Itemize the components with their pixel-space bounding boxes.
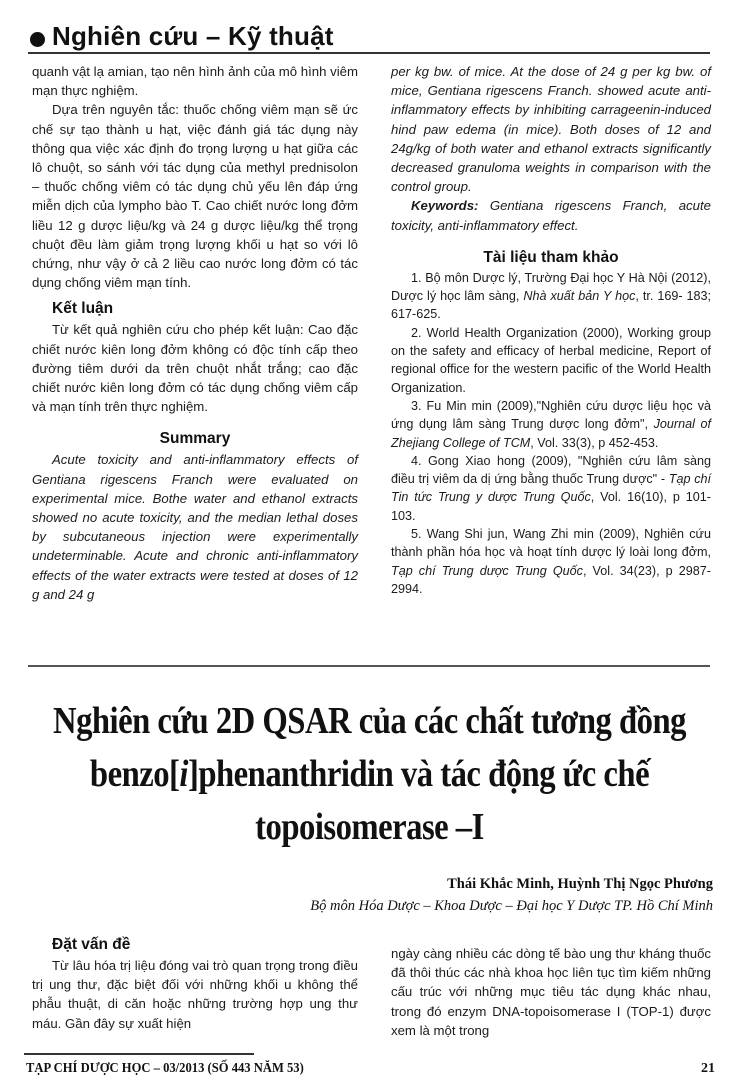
reference-item (391, 397, 711, 452)
keywords-label: Keywords: (411, 198, 479, 214)
reference-text: 3. Fu Min min (2009),"Nghiên cứu dược liệu học và ứng dụng lâm sàng Trung dược long đởm", (391, 398, 711, 432)
reference-item (391, 525, 711, 598)
reference-source: Tạp chí Trung dược Trung Quốc (391, 563, 583, 578)
intro-text-continued: ngày càng nhiều các dòng tế bào ung thư kháng thuốc đã thôi thúc các nhà khoa học liên tục tìm kiếm những cấu trúc với những mục tiêu tác dụng khác nhau, trong đó enzym DNA-topoisomerase I (TOP-1) được xem là một trong (391, 946, 711, 1038)
keywords (391, 196, 711, 234)
reference-item (391, 452, 711, 525)
reference-text: 2. World Health Organization (2000), Working group on the safety and efficacy of herbal medicine, Report of regional office for the western pacific of the World Health Organization. (391, 325, 711, 395)
reference-text: 4. Gong Xiao hong (2009), "Nghiên cứu lâm sàng điều trị viêm da dị ứng bằng thuốc Trung dược" - (391, 453, 711, 487)
title-line (52, 748, 688, 801)
authors: Thái Khắc Minh, Huỳnh Thị Ngọc Phương (447, 876, 713, 892)
references-list (391, 269, 711, 598)
page-number: 21 (701, 1061, 715, 1076)
reference-tail: , Vol. 33(3), p 452-453. (530, 435, 659, 450)
title-line: topoisomerase –I (255, 806, 484, 848)
summary-text-continued: per kg bw. of mice. At the dose of 24 g per kg bw. of mice, Gentiana rigescens Franch. showed acute anti-inflammatory effects by inhibiting carrageenin-induced hind paw edema (in mice). Both doses of 12 and 24g/kg of both water and ethanol extracts significantly decreased granuloma weights in comparison with the control group. (391, 64, 711, 195)
section-header (28, 14, 710, 54)
previous-article-right-column (391, 62, 711, 598)
keywords-text: Gentiana rigescens Franch, acute toxicity, anti-inflammatory effect. (391, 198, 711, 233)
intro-text: Từ lâu hóa trị liệu đóng vai trò quan trọng trong điều trị ung thư, đặc biệt đối với những khối u không thể phẫu thuật, di căn hoặc những trường hợp ung thư máu. Gần đây sự xuất hiện (32, 958, 358, 1031)
reference-source: Tạp chí Tin tức Trung y dược Trung Quốc (391, 472, 712, 505)
affiliation: Bộ môn Hóa Dược – Khoa Dược – Đại học Y Dược TP. Hồ Chí Minh (310, 898, 713, 914)
footer-journal: TẠP CHÍ DƯỢC HỌC – 03/2013 (SỐ 443 NĂM 53) (26, 1061, 304, 1076)
title-fragment: ]phenanthridin và tác động ức chế (187, 753, 650, 795)
reference-tail: , tr. 169- 183; 617-625. (391, 289, 711, 322)
reference-item (391, 269, 711, 324)
new-article-right-column (391, 944, 711, 1040)
summary-heading: Summary (159, 430, 231, 448)
reference-source: Journal of Zhejiang College of TCM (391, 417, 712, 450)
intro-heading: Đặt vấn đề (52, 936, 131, 953)
article-title (52, 695, 688, 854)
bullet-icon (30, 32, 45, 47)
title-fragment-italic: i (179, 753, 188, 795)
summary-text: Acute toxicity and anti-inflammatory effects of Gentiana rigescens Franch were evaluated on experimental mice. Bothe water and ethanol extracts showed no acute toxicity, and the median lethal doses by subcutaneous injection were experimentally undeterminable. Acute and chronic anti-inflammatory effects of the water extracts were tested at doses of 12 g and 24 g (32, 452, 358, 602)
footer-rule (24, 1053, 254, 1055)
paragraph: quanh vật lạ amian, tạo nên hình ảnh của mô hình viêm mạn thực nghiệm. (32, 64, 358, 99)
reference-text: 5. Wang Shi jun, Wang Zhi min (2009), Nghiên cứu thành phần hóa học và hoạt tính dược lý loài long đởm, (391, 526, 711, 560)
conclusion-heading: Kết luận (52, 300, 114, 318)
reference-tail: , Vol. 16(10), p 101-103. (391, 490, 711, 523)
section-title: Nghiên cứu – Kỹ thuật (52, 21, 334, 51)
article-divider (28, 665, 710, 667)
references-heading: Tài liệu tham khảo (483, 248, 619, 266)
reference-tail: , Vol. 34(23), p 2987-2994. (391, 563, 711, 596)
reference-source: Nhà xuất bản Y học (523, 289, 636, 304)
reference-text: 1. Bộ môn Dược lý, Trường Đại học Y Hà Nội (2012), Dược lý học lâm sàng, (391, 270, 711, 304)
previous-article-left-column (32, 62, 358, 604)
new-article-left-column (32, 934, 358, 1033)
conclusion-text: Từ kết quả nghiên cứu cho phép kết luận: Cao đặc chiết nước kiên long đởm không có độc tính cấp theo đường tiêm dưới da trên chuột nhắt trắng; cao đặc chiết nước kiên long đởm có tác dụng chống viêm cấp và mạn tính trên thực nghiệm. (32, 322, 358, 415)
reference-item (391, 324, 711, 397)
title-line: Nghiên cứu 2D QSAR của các chất tương đồng (52, 700, 686, 742)
paragraph: Dựa trên nguyên tắc: thuốc chống viêm mạn sẽ ức chế sự tạo thành u hạt, việc đánh giá tác dụng này thông qua việc xác định đo trọng lượng u hạt giữa các lô chuột, so sánh với tác dụng của methyl prednisolon – thuốc chống viêm có tác dụng chủ yếu lên đáp ứng miễn dịch của lympho bào T. Cao chiết nước long đởm liều 12 g dược liệu/kg và 24 g dược liệu/kg thể trọng chuột đều làm giảm trọng lượng khối u hạt so với lô chứng, như vậy ở cả 2 liều cao nước long đởm có tác dụng chống viêm mạn tính. (32, 102, 358, 291)
title-fragment: benzo[ (89, 753, 180, 795)
